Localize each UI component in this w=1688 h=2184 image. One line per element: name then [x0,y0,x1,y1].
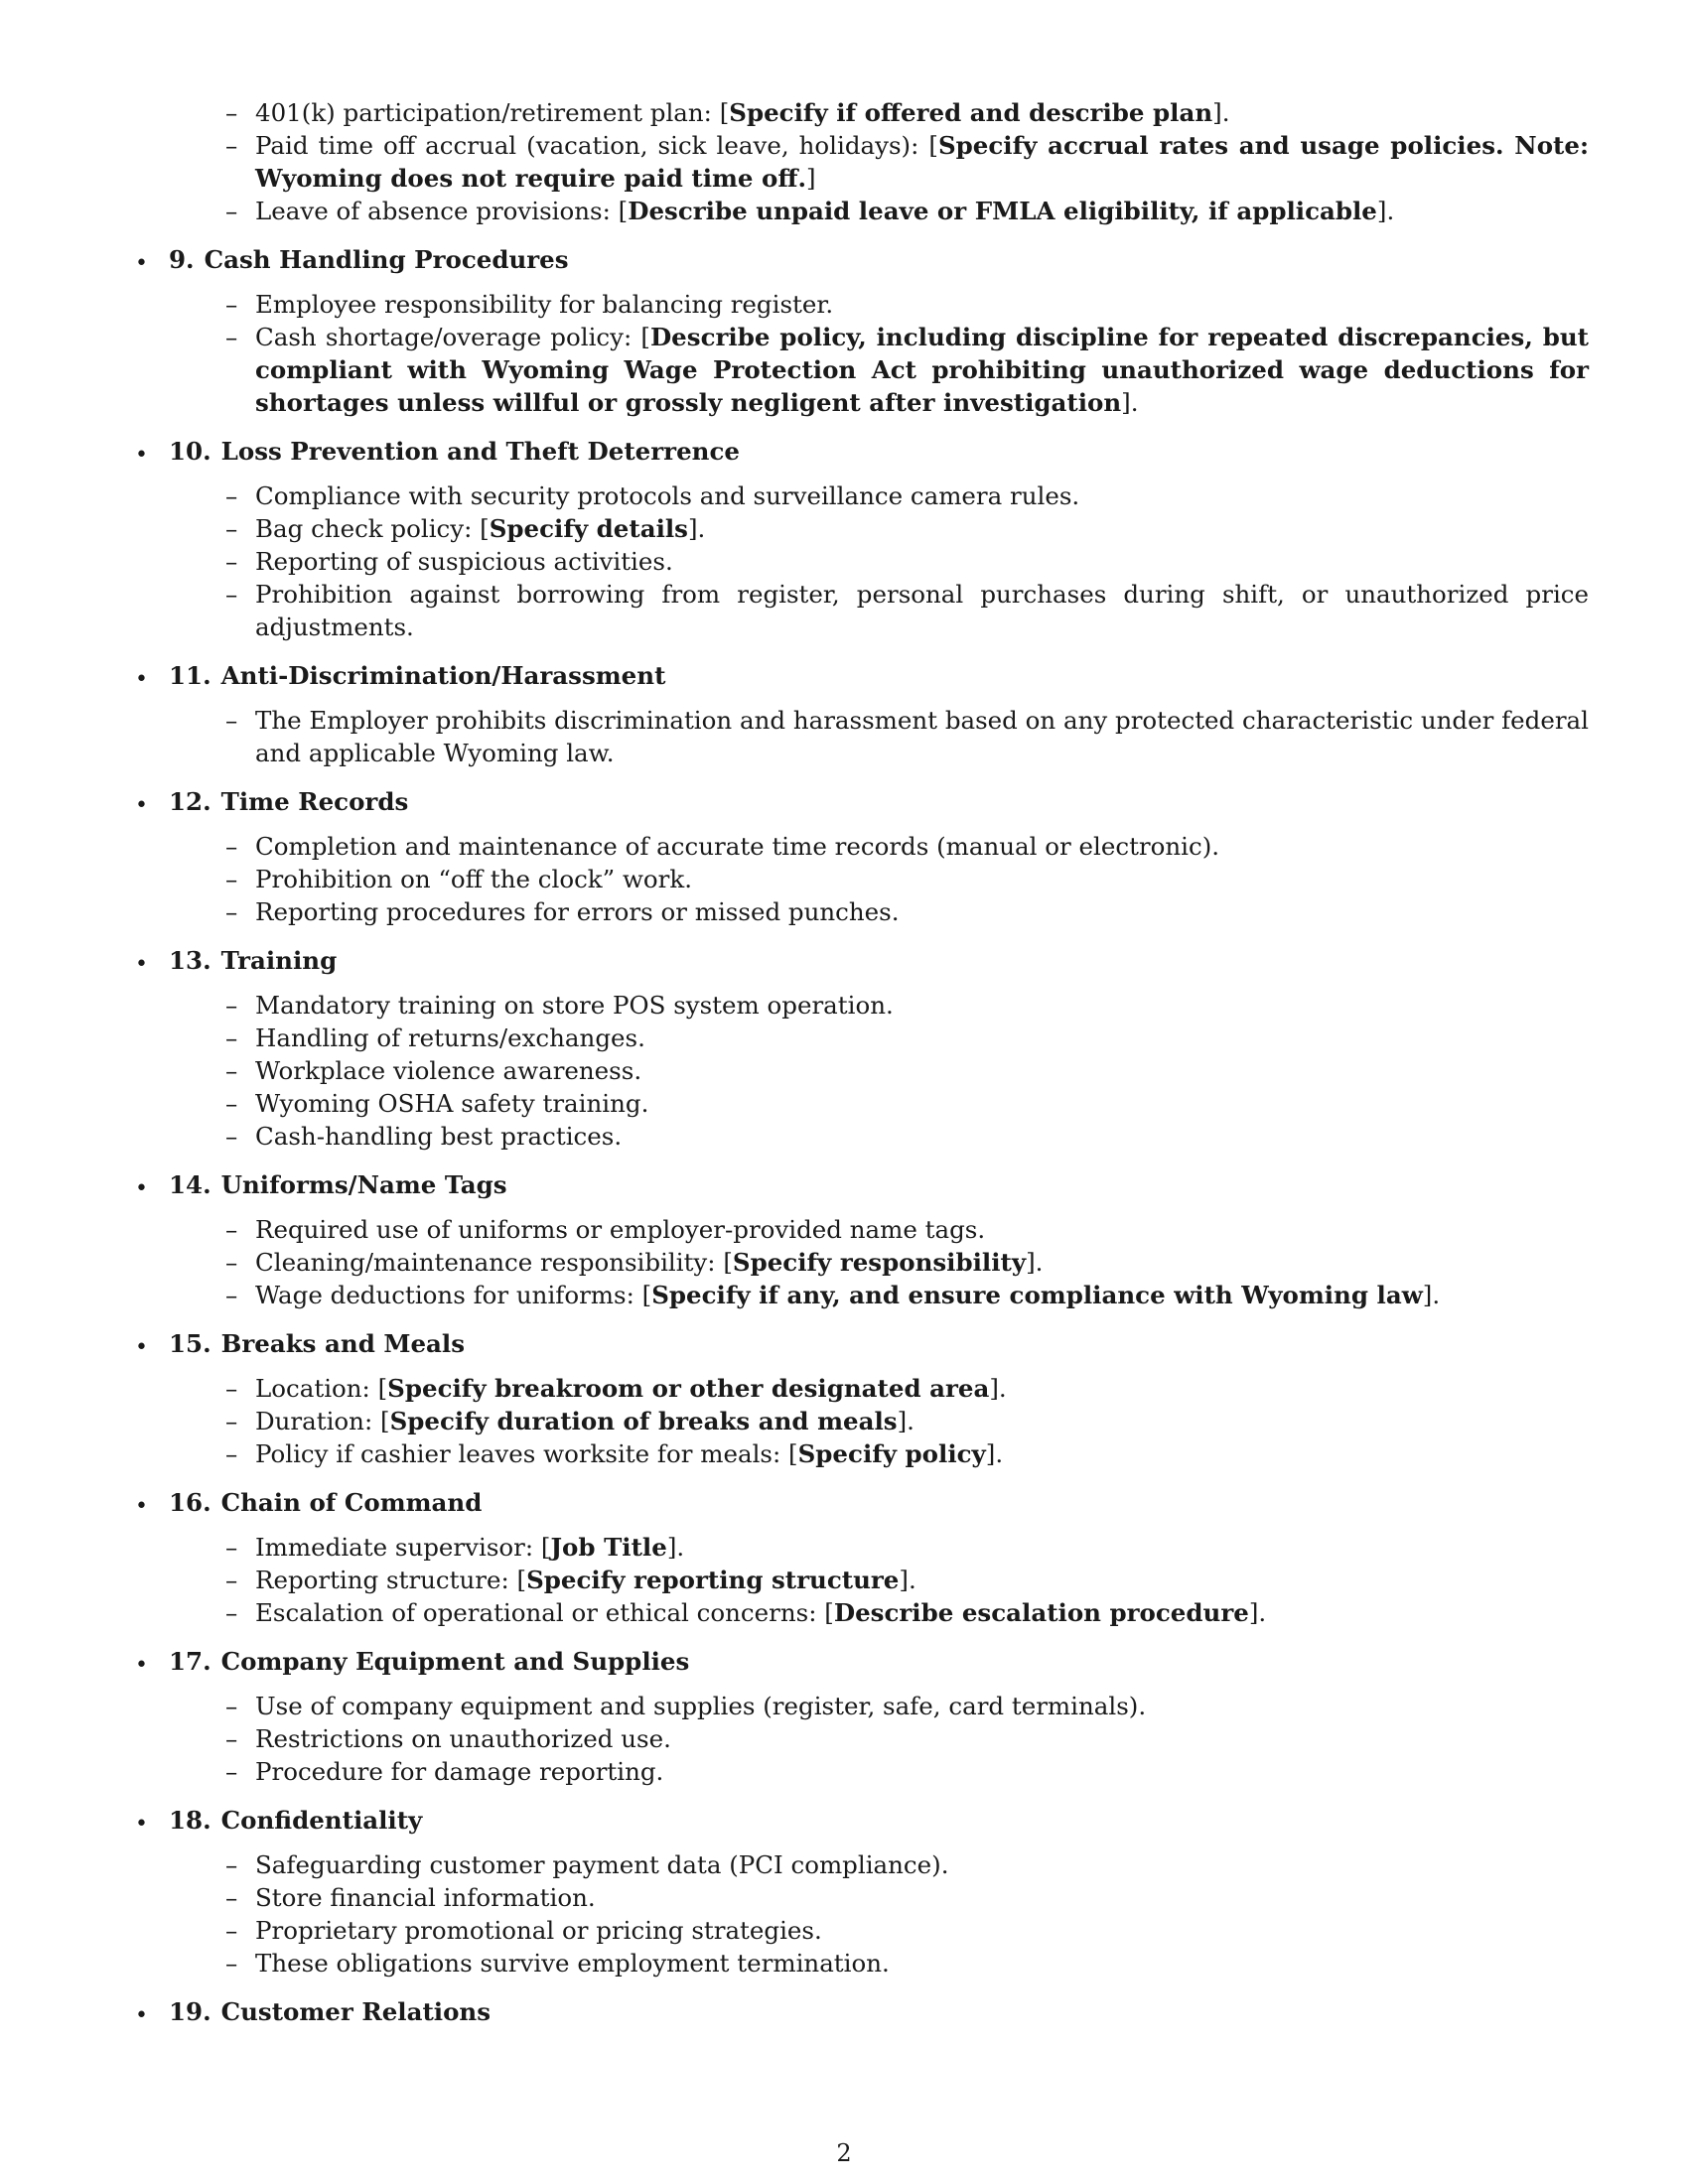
list-item [225,512,1589,545]
dash-marker: – [225,865,238,893]
item-text: Required use of uniforms or employer-provided name tags. [255,1215,986,1244]
section-number: 10. [169,437,211,466]
section-heading [169,1327,1589,1360]
section-number: 19. [169,1997,211,2026]
list-item [225,1054,1589,1087]
item-text: Reporting structure: [ [255,1566,527,1594]
item-text: Compliance with security protocols and surveillance camera rules. [255,481,1080,510]
item-text-end: ]. [989,1374,1007,1403]
list-item [225,1848,1589,1881]
section-title: Confidentiality [220,1806,423,1835]
list-item [225,1246,1589,1279]
item-text: These obligations survive employment termination. [255,1949,890,1978]
item-text: Immediate supervisor: [ [255,1533,551,1562]
bullet-marker: • [135,667,148,692]
section-number: 17. [169,1647,211,1676]
section-title: Cash Handling Procedures [204,245,569,274]
section-19 [131,1995,1589,2028]
section-title: Breaks and Meals [220,1329,466,1358]
dash-marker: – [225,514,238,543]
dash-marker: – [225,131,238,160]
dash-marker: – [225,1883,238,1912]
item-text-end: ]. [687,514,706,543]
item-text: Wage deductions for uniforms: [ [255,1281,652,1309]
list-item [225,1531,1589,1564]
dash-marker: – [225,1439,238,1468]
item-text: Mandatory training on store POS system operation. [255,991,894,1020]
section-title: Chain of Command [220,1488,483,1517]
section-heading [169,785,1589,818]
dash-marker: – [225,1598,238,1627]
item-text: Leave of absence provisions: [ [255,197,629,225]
list-item [225,1722,1589,1755]
item-text: The Employer prohibits discrimination and harassment based on any protected characteristic under federal and applicable Wyoming law. [255,706,1589,767]
sections-list [131,243,1589,2028]
section-16 [131,1486,1589,1629]
dash-marker: – [225,1281,238,1309]
section-number: 12. [169,787,211,816]
section-items [225,479,1589,643]
dash-marker: – [225,1407,238,1435]
section-title: Training [220,946,338,975]
bullet-marker: • [135,1335,148,1360]
dash-marker: – [225,897,238,926]
dash-marker: – [225,1949,238,1978]
item-text: Safeguarding customer payment data (PCI compliance). [255,1850,949,1879]
item-text: Cash shortage/overage policy: [ [255,323,650,351]
section-items [225,1372,1589,1470]
section-title: Uniforms/Name Tags [220,1170,507,1199]
document-body [131,96,1589,2040]
section-18 [131,1804,1589,1979]
item-text: Handling of returns/exchanges. [255,1024,645,1052]
section-items [225,830,1589,928]
section-title: Company Equipment and Supplies [220,1647,690,1676]
section-items [225,704,1589,769]
dash-marker: – [225,1533,238,1562]
dash-marker: – [225,323,238,351]
dash-marker: – [225,481,238,510]
item-text-end: ]. [666,1533,685,1562]
placeholder-text: Job Title [550,1533,667,1562]
list-item [225,1690,1589,1722]
item-text: Cleaning/maintenance responsibility: [ [255,1248,733,1277]
list-item [225,1022,1589,1054]
dash-marker: – [225,1024,238,1052]
item-text: Employee responsibility for balancing register. [255,290,834,319]
item-text-end: ]. [1422,1281,1441,1309]
item-text: Location: [ [255,1374,388,1403]
section-title: Anti-Discrimination/Harassment [220,661,666,690]
item-text: Duration: [ [255,1407,390,1435]
dash-marker: – [225,1056,238,1085]
section-title: Customer Relations [220,1997,492,2026]
list-item [225,1279,1589,1311]
dash-marker: – [225,1215,238,1244]
dash-marker: – [225,1850,238,1879]
section-title: Loss Prevention and Theft Deterrence [220,437,740,466]
placeholder-text: Specify reporting structure [526,1566,900,1594]
bullet-marker: • [135,251,148,276]
item-text-end: ] [806,164,816,193]
section-number: 11. [169,661,211,690]
list-item [225,321,1589,419]
item-text-end: ]. [1026,1248,1044,1277]
list-item [225,704,1589,769]
item-text: 401(k) participation/retirement plan: [ [255,98,730,127]
list-item [225,96,1589,129]
list-item [225,578,1589,643]
bullet-marker: • [135,1812,148,1837]
section-11 [131,659,1589,769]
section-heading [169,243,1589,276]
dash-marker: – [225,1122,238,1151]
list-item [225,195,1589,227]
item-text: Bag check policy: [ [255,514,490,543]
item-text: Reporting procedures for errors or missed punches. [255,897,900,926]
dash-marker: – [225,832,238,861]
list-item [225,1596,1589,1629]
item-text-end: ]. [1121,388,1139,417]
placeholder-text: Specify policy [797,1439,986,1468]
list-item [225,863,1589,895]
placeholder-text: Specify if offered and describe plan [729,98,1213,127]
dash-marker: – [225,290,238,319]
list-item [225,1213,1589,1246]
item-text: Procedure for damage reporting. [255,1757,664,1786]
list-item [225,830,1589,863]
bullet-marker: • [135,1176,148,1201]
section-number: 16. [169,1488,211,1517]
list-item [225,1881,1589,1914]
list-item [225,129,1589,195]
dash-marker: – [225,1248,238,1277]
item-text: Escalation of operational or ethical concerns: [ [255,1598,834,1627]
section-10 [131,435,1589,643]
continued-benefits-list [225,96,1589,227]
bullet-marker: • [135,1494,148,1519]
section-items [225,1690,1589,1788]
dash-marker: – [225,547,238,576]
list-item [225,1564,1589,1596]
section-items [225,1531,1589,1629]
dash-marker: – [225,580,238,609]
list-item [225,1372,1589,1405]
section-17 [131,1645,1589,1788]
bullet-marker: • [135,793,148,818]
section-heading [169,1168,1589,1201]
item-text-end: ]. [1212,98,1230,127]
section-number: 14. [169,1170,211,1199]
placeholder-text: Describe escalation procedure [833,1598,1249,1627]
section-heading [169,1645,1589,1678]
dash-marker: – [225,706,238,735]
section-items [225,288,1589,419]
item-text: Use of company equipment and supplies (register, safe, card terminals). [255,1692,1147,1720]
section-number: 18. [169,1806,211,1835]
section-heading [169,659,1589,692]
item-text: Store financial information. [255,1883,596,1912]
section-items [225,1848,1589,1979]
dash-marker: – [225,1566,238,1594]
item-text: Prohibition on “off the clock” work. [255,865,693,893]
dash-marker: – [225,197,238,225]
section-number: 9. [169,245,195,274]
item-text-end: ]. [897,1407,914,1435]
list-item [225,989,1589,1022]
section-heading [169,1804,1589,1837]
section-heading [169,1486,1589,1519]
section-title: Time Records [220,787,409,816]
placeholder-text: Specify duration of breaks and meals [389,1407,898,1435]
item-text: Prohibition against borrowing from register, personal purchases during shift, or unauthorized price adjustments. [255,580,1589,641]
section-15 [131,1327,1589,1470]
section-number: 15. [169,1329,211,1358]
dash-marker: – [225,1089,238,1118]
item-text: Wyoming OSHA safety training. [255,1089,649,1118]
placeholder-text: Specify if any, and ensure compliance with Wyoming law [651,1281,1423,1309]
placeholder-text: Specify details [489,514,688,543]
list-item [225,1437,1589,1470]
item-text-end: ]. [1376,197,1395,225]
section-items [225,1213,1589,1311]
bullet-marker: • [135,2003,148,2028]
section-9 [131,243,1589,419]
item-text-end: ]. [899,1566,916,1594]
list-item [225,1087,1589,1120]
list-item [225,1120,1589,1153]
list-item [225,1755,1589,1788]
placeholder-text: Specify responsibility [732,1248,1027,1277]
dash-marker: – [225,1916,238,1945]
list-item [225,1914,1589,1947]
item-text-end: ]. [985,1439,1004,1468]
section-12 [131,785,1589,928]
item-text: Paid time off accrual (vacation, sick leave, holidays): [ [255,131,938,160]
item-text: Workplace violence awareness. [255,1056,642,1085]
section-14 [131,1168,1589,1311]
placeholder-text: Describe policy, including discipline for repeated discrepancies, but compliant with Wyoming Wage Protection Act prohibiting unauthorized wage deductions for shortages unless willful or grossly negligent after investigation [255,323,1589,417]
section-number: 13. [169,946,211,975]
dash-marker: – [225,1374,238,1403]
dash-marker: – [225,1692,238,1720]
item-text: Cash-handling best practices. [255,1122,623,1151]
bullet-marker: • [135,443,148,468]
item-text: Completion and maintenance of accurate time records (manual or electronic). [255,832,1220,861]
dash-marker: – [225,991,238,1020]
placeholder-text: Specify breakroom or other designated area [387,1374,990,1403]
section-heading [169,1995,1589,2028]
placeholder-text: Describe unpaid leave or FMLA eligibility, if applicable [628,197,1377,225]
list-item [225,1405,1589,1437]
item-text: Reporting of suspicious activities. [255,547,673,576]
bullet-marker: • [135,952,148,977]
page-number: 2 [836,2139,852,2167]
list-item [225,545,1589,578]
item-text: Restrictions on unauthorized use. [255,1724,671,1753]
dash-marker: – [225,1724,238,1753]
list-item [225,479,1589,512]
section-13 [131,944,1589,1153]
placeholder-text: Specify accrual rates and usage policies. Note: Wyoming does not require paid time off. [255,131,1589,193]
list-item [225,895,1589,928]
item-text-end: ]. [1248,1598,1267,1627]
item-text: Policy if cashier leaves worksite for meals: [ [255,1439,798,1468]
dash-marker: – [225,98,238,127]
section-heading [169,944,1589,977]
list-item [225,1947,1589,1979]
bullet-marker: • [135,1653,148,1678]
section-items [225,989,1589,1153]
section-heading [169,435,1589,468]
item-text: Proprietary promotional or pricing strategies. [255,1916,822,1945]
dash-marker: – [225,1757,238,1786]
list-item [225,288,1589,321]
